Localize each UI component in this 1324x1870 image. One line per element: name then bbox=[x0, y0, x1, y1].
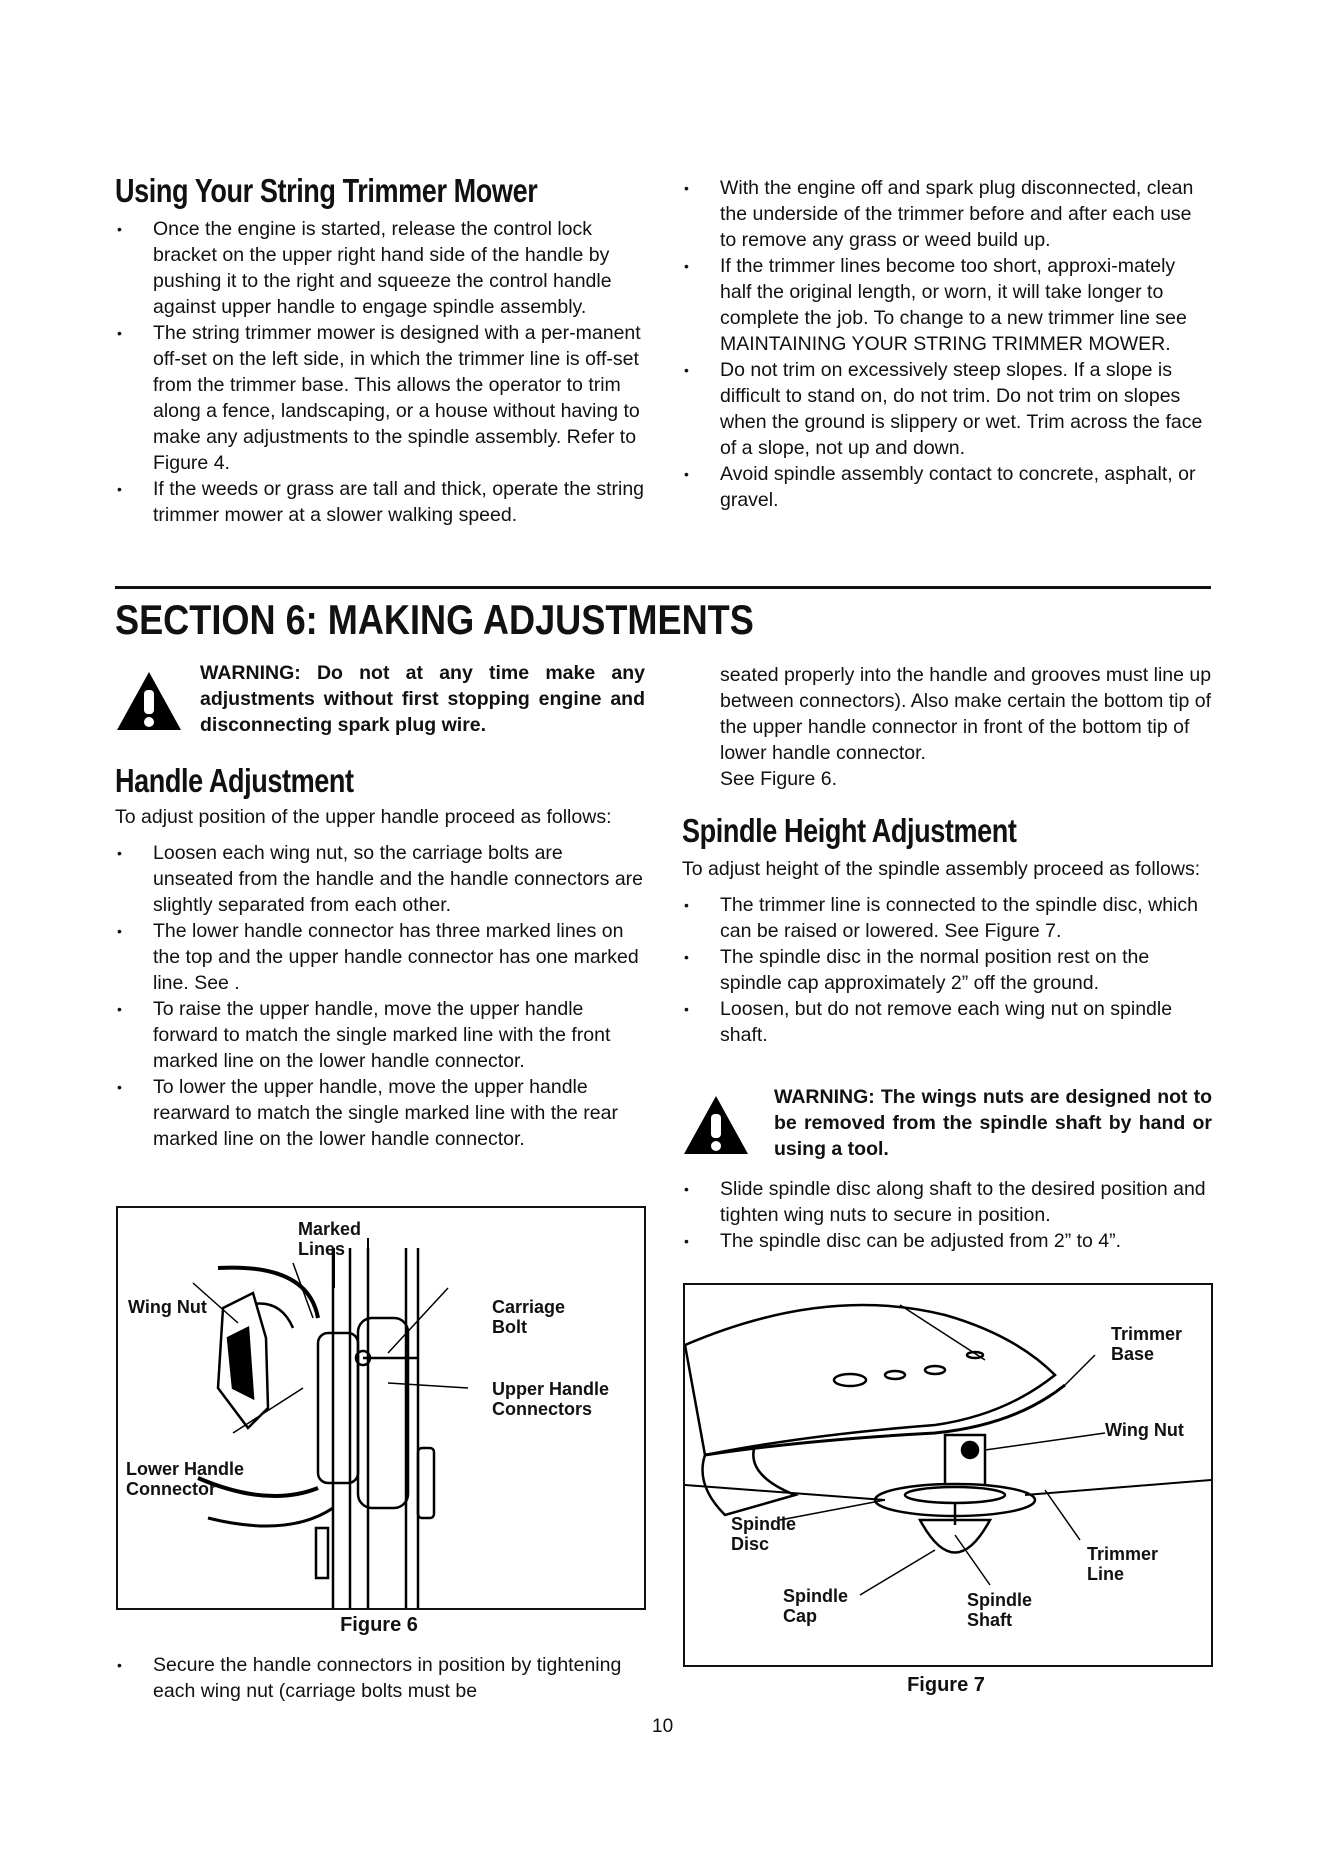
spindle-height-section bbox=[682, 812, 1212, 1048]
spindle-steps-after bbox=[682, 1176, 1212, 1254]
label-wing-nut-7: Wing Nut bbox=[1105, 1420, 1184, 1440]
label-trimmer-line-1: Trimmer bbox=[1087, 1544, 1159, 1564]
spindle-title: Spindle Height Adjustment bbox=[682, 812, 1017, 849]
list-item: • The lower handle connector has three marked lines on the top and the upper handle connector has one marked line. See . bbox=[115, 918, 645, 996]
handle-continued bbox=[720, 662, 1212, 792]
label-trimmer-base-1: Trimmer bbox=[1111, 1324, 1183, 1344]
label-spindle-disc-1: Spindle bbox=[731, 1514, 797, 1534]
using-title: Using Your String Trimmer Mower bbox=[115, 172, 538, 209]
figure-7-caption: Figure 7 bbox=[907, 1674, 985, 1696]
handle-bullets-after bbox=[115, 1652, 645, 1704]
label-disc: Disc bbox=[731, 1534, 770, 1554]
label-base: Base bbox=[1111, 1344, 1155, 1364]
handle-adjustment-section bbox=[115, 762, 645, 1152]
handle-intro: To adjust position of the upper handle proceed as follows: bbox=[115, 806, 612, 828]
using-bullets-right bbox=[682, 175, 1212, 513]
list-item: • The spindle disc can be adjusted from 2” to 4”. bbox=[682, 1228, 1212, 1254]
spindle-intro: To adjust height of the spindle assembly proceed as follows: bbox=[682, 858, 1201, 880]
figure-6-illustration bbox=[116, 1206, 646, 1610]
label-line: Line bbox=[1087, 1564, 1125, 1584]
figure-6-caption: Figure 6 bbox=[340, 1614, 418, 1636]
warning-icon bbox=[682, 1094, 750, 1156]
warning-text-2: WARNING: The wings nuts are designed not to be removed from the spindle shaft by hand or using a tool. bbox=[774, 1086, 1212, 1160]
list-item: • The string trimmer mower is designed with a per-manent off-set on the left side, in which the trimmer line is off-set from the trimmer base. This allows the operator to trim along a fence, landscaping, or a house without having to make any adjustments to the spindle assembly. Refer to Figure 4. bbox=[115, 320, 645, 476]
handle-title: Handle Adjustment bbox=[115, 762, 354, 799]
list-item: • The spindle disc in the normal position rest on the spindle cap approximately 2” off the ground. bbox=[682, 944, 1212, 996]
figure-7-illustration bbox=[683, 1283, 1213, 1667]
using-section-right bbox=[682, 175, 1212, 513]
list-item: • Loosen each wing nut, so the carriage bolts are unseated from the handle and the handle connectors are slightly separated from each other. bbox=[115, 840, 645, 918]
label-spindle-cap-1: Spindle bbox=[783, 1586, 849, 1606]
warning-block-2 bbox=[682, 1084, 1212, 1162]
list-item: • With the engine off and spark plug disconnected, clean the underside of the trimmer before and after each use to remove any grass or weed build up. bbox=[682, 175, 1212, 253]
list-item: • Avoid spindle assembly contact to concrete, asphalt, or gravel. bbox=[682, 461, 1212, 513]
label-spindle-shaft-1: Spindle bbox=[967, 1590, 1033, 1610]
list-item: • Slide spindle disc along shaft to the desired position and tighten wing nuts to secure in position. bbox=[682, 1176, 1212, 1228]
warning-block-1 bbox=[115, 660, 645, 738]
label-bolt: Bolt bbox=[492, 1317, 527, 1337]
section-divider bbox=[115, 586, 1211, 589]
handle-see-figure: See Figure 6. bbox=[720, 768, 838, 790]
label-upper-handle: Upper Handle bbox=[492, 1379, 610, 1399]
list-item: • If the weeds or grass are tall and thick, operate the string trimmer mower at a slower walking speed. bbox=[115, 476, 645, 528]
list-item: • Secure the handle connectors in position by tightening each wing nut (carriage bolts must be bbox=[115, 1652, 645, 1704]
list-item: • Do not trim on excessively steep slopes. If a slope is difficult to stand on, do not trim. Do not trim on slopes when the ground is slippery or wet. Trim across the face of a slope, not up and down. bbox=[682, 357, 1212, 461]
spindle-bullets bbox=[682, 892, 1212, 1048]
list-item: • Loosen, but do not remove each wing nut on spindle shaft. bbox=[682, 996, 1212, 1048]
label-lower-handle: Lower Handle bbox=[126, 1459, 245, 1479]
label-marked: Marked bbox=[298, 1219, 362, 1239]
handle-bullets bbox=[115, 840, 645, 1152]
section-title: SECTION 6: MAKING ADJUSTMENTS bbox=[115, 596, 754, 643]
using-section-left bbox=[115, 172, 645, 528]
list-item: • Once the engine is started, release the control lock bracket on the upper right hand side of the handle by pushing it to the right and squeeze the control handle against upper handle to engage spindle assembly. bbox=[115, 216, 645, 320]
label-cap: Cap bbox=[783, 1606, 818, 1626]
using-bullets-left bbox=[115, 216, 645, 528]
list-item: • The trimmer line is connected to the spindle disc, which can be raised or lowered. See Figure 7. bbox=[682, 892, 1212, 944]
label-connector: Connector bbox=[126, 1479, 216, 1499]
label-carriage: Carriage bbox=[492, 1297, 566, 1317]
label-wing-nut: Wing Nut bbox=[128, 1297, 207, 1317]
spindle-bullets-after bbox=[682, 1176, 1212, 1254]
page-number: 10 bbox=[652, 1716, 674, 1737]
section-heading bbox=[115, 596, 1015, 644]
list-item: • To lower the upper handle, move the upper handle rearward to match the single marked line with the rear marked line on the lower handle connector. bbox=[115, 1074, 645, 1152]
label-lines: Lines bbox=[298, 1239, 346, 1259]
warning-text-1: WARNING: Do not at any time make any adjustments without first stopping engine and disconnecting spark plug wire. bbox=[200, 662, 645, 736]
handle-secure-step bbox=[115, 1652, 645, 1704]
list-item: • To raise the upper handle, move the upper handle forward to match the single marked line with the front marked line on the lower handle connector. bbox=[115, 996, 645, 1074]
list-item: • If the trimmer lines become too short, approxi-mately half the original length, or worn, it will take longer to complete the job. To change to a new trimmer line see MAINTAINING YOUR STRING TRIMMER MOWER. bbox=[682, 253, 1212, 357]
warning-icon bbox=[115, 670, 183, 732]
label-shaft: Shaft bbox=[967, 1610, 1012, 1630]
handle-continued-text: seated properly into the handle and grooves must line up between connectors). Also make certain the bottom tip of the upper handle connector in front of the bottom tip of lower handle connector. bbox=[720, 664, 1212, 764]
label-connectors: Connectors bbox=[492, 1399, 593, 1419]
